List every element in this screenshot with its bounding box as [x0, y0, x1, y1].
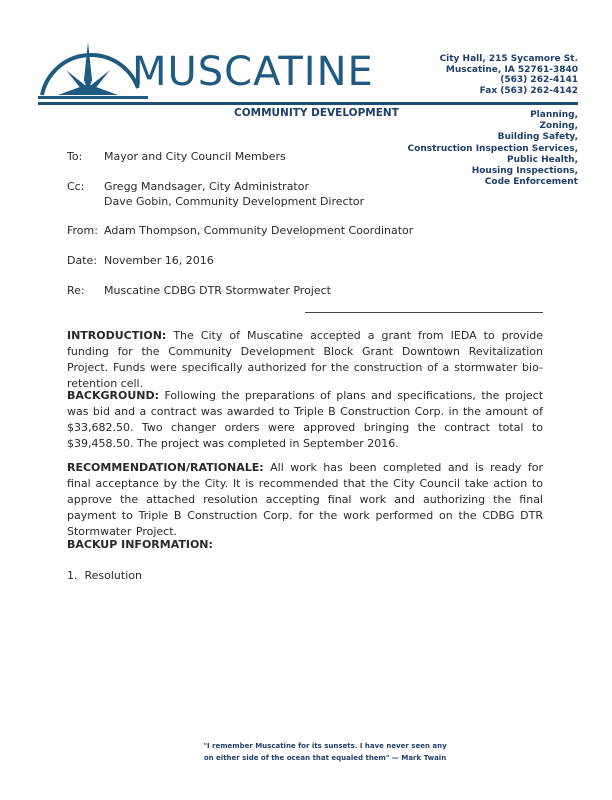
backup-heading-text: BACKUP INFORMATION: — [67, 538, 213, 551]
recommendation-text: All work has been completed and is ready for final acceptance by the City. It is recommended that the City Council take action to approve the attached resolution accepting final work and authorizing the final payment to Triple B Construction Corp. for the work performed on the CDBG DTR Stormwater Project. — [67, 461, 543, 538]
to-value: Mayor and City Council Members — [104, 150, 286, 163]
recommendation-heading: RECOMMENDATION/RATIONALE: — [67, 461, 264, 474]
service-item: Construction Inspection Services, — [407, 143, 578, 154]
quote-line: on either side of the ocean that equaled them" — Mark Twain — [203, 754, 447, 762]
introduction-paragraph — [67, 328, 543, 392]
services-list — [408, 110, 578, 188]
service-item: Code Enforcement — [484, 177, 578, 188]
introduction-text: The City of Muscatine accepted a grant from IEDA to provide funding for the Community Development Block Grant Downtown Revitalization Project. Funds were specifically authorized for the construction of a stormwater bio-retention cell. — [67, 329, 543, 390]
date-value: November 16, 2016 — [104, 254, 214, 267]
service-item: Zoning, — [539, 121, 578, 132]
brand-name: MUSCATINE — [132, 49, 374, 95]
service-item: Planning, — [530, 110, 578, 120]
background-text: Following the preparations of plans and specifications, the project was bid and a contract was awarded to Triple B Construction Corp. in the amount of $33,682.50. Two changer orders were approved bringing the contract total to $39,458.50. The project was completed in September 2016. — [67, 389, 544, 450]
introduction-heading: INTRODUCTION: — [67, 329, 167, 342]
header-rule — [38, 102, 578, 105]
divider — [305, 312, 543, 313]
address-block — [440, 54, 578, 96]
service-item: Housing Inspections, — [471, 166, 578, 177]
date-label: Date: — [67, 254, 97, 267]
re-label: Re: — [67, 284, 85, 297]
cc-label: Cc: — [67, 180, 85, 193]
to-label: To: — [67, 150, 83, 163]
cc-value: Gregg Mandsager, City Administrator — [104, 180, 309, 193]
fax: Fax (563) 262-4142 — [479, 85, 578, 96]
footer-quote — [200, 740, 450, 764]
background-heading: BACKGROUND: — [67, 389, 160, 402]
quote-line: "I remember Muscatine for its sunsets. I have never seen any — [203, 742, 447, 750]
cc-value: Dave Gobin, Community Development Director — [104, 195, 365, 208]
from-label: From: — [67, 224, 98, 237]
recommendation-paragraph — [67, 460, 543, 540]
from-value: Adam Thompson, Community Development Coordinator — [104, 224, 414, 237]
address-line: Muscatine, IA 52761-3840 — [445, 64, 578, 75]
service-item: Building Safety, — [497, 132, 578, 143]
address-line: City Hall, 215 Sycamore St. — [439, 54, 578, 64]
background-paragraph — [67, 388, 543, 452]
service-item: Public Health, — [506, 154, 578, 165]
department-name: COMMUNITY DEVELOPMENT — [234, 107, 399, 119]
backup-item: 1. Resolution — [67, 569, 142, 582]
backup-heading — [67, 537, 543, 553]
re-value: Muscatine CDBG DTR Stormwater Project — [104, 284, 331, 297]
phone: (563) 262-4141 — [500, 75, 578, 86]
